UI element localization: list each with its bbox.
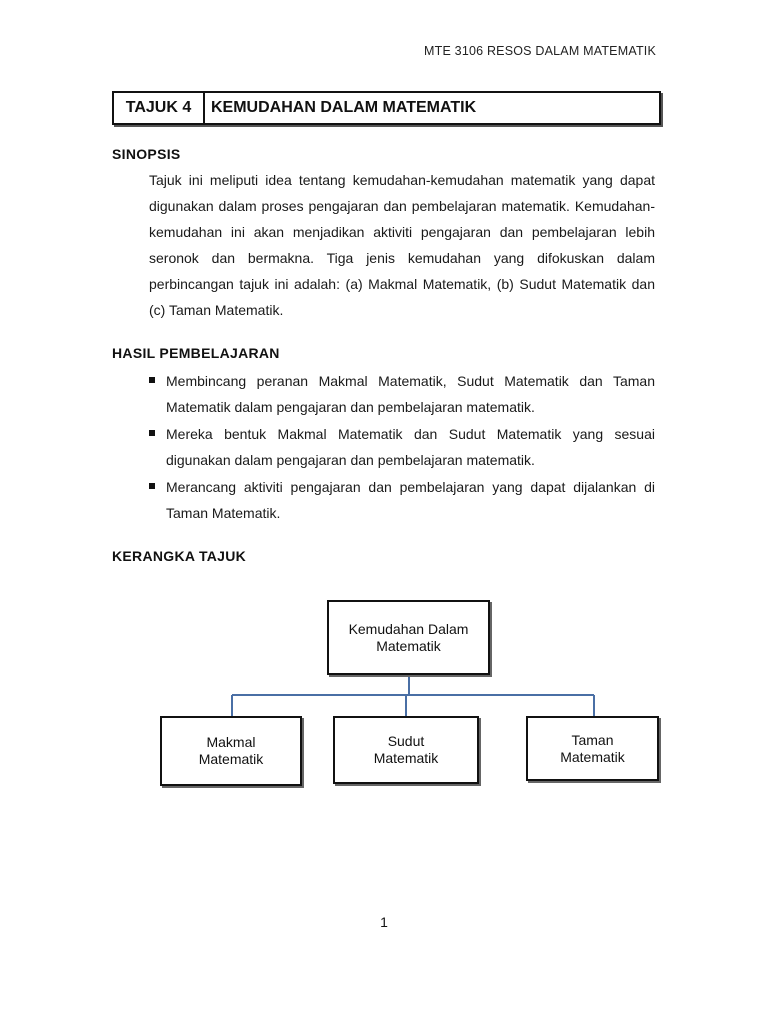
learning-outcomes-list <box>146 368 655 527</box>
outcome-text: Mereka bentuk Makmal Matematik dan Sudut Matematik yang sesuai digunakan dalam pengajaran dan pembelajaran matematik. <box>166 426 655 468</box>
topic-title-table <box>112 91 661 125</box>
running-header: MTE 3106 RESOS DALAM MATEMATIK <box>424 44 656 58</box>
sinopsis-paragraph: Tajuk ini meliputi idea tentang kemudahan-kemudahan matematik yang dapat digunakan dalam proses pengajaran dan pembelajaran matematik. Kemudahan-kemudahan ini akan menjadikan aktiviti pengajaran dan pembelajaran lebih seronok dan bermakna. Tiga jenis kemudahan yang difokuskan dalam perbincangan tajuk ini adalah: (a) Makmal Matematik, (b) Sudut Matematik dan (c) Taman Matematik. <box>149 172 655 318</box>
diagram-box-makmal: Makmal Matematik <box>160 716 302 786</box>
list-item <box>146 368 655 420</box>
list-item <box>146 421 655 473</box>
diagram-box-sudut: Sudut Matematik <box>333 716 479 784</box>
diagram-root-box: Kemudahan Dalam Matematik <box>327 600 490 675</box>
square-bullet-icon <box>149 483 155 489</box>
outcome-text: Membincang peranan Makmal Matematik, Sudut Matematik dan Taman Matematik dalam pengajaran dan pembelajaran matematik. <box>166 373 655 415</box>
kerangka-heading: KERANGKA TAJUK <box>112 548 247 564</box>
page-number: 1 <box>380 914 388 930</box>
square-bullet-icon <box>149 377 155 383</box>
topic-name: KEMUDAHAN DALAM MATEMATIK <box>211 99 477 116</box>
outcome-text: Merancang aktiviti pengajaran dan pembelajaran yang dapat dijalankan di Taman Matematik. <box>166 479 655 521</box>
sinopsis-heading: SINOPSIS <box>112 146 181 162</box>
list-item <box>146 474 655 526</box>
hasil-heading: HASIL PEMBELAJARAN <box>112 345 280 361</box>
diagram-box-taman: Taman Matematik <box>526 716 659 781</box>
topic-number: TAJUK 4 <box>114 93 205 123</box>
square-bullet-icon <box>149 430 155 436</box>
